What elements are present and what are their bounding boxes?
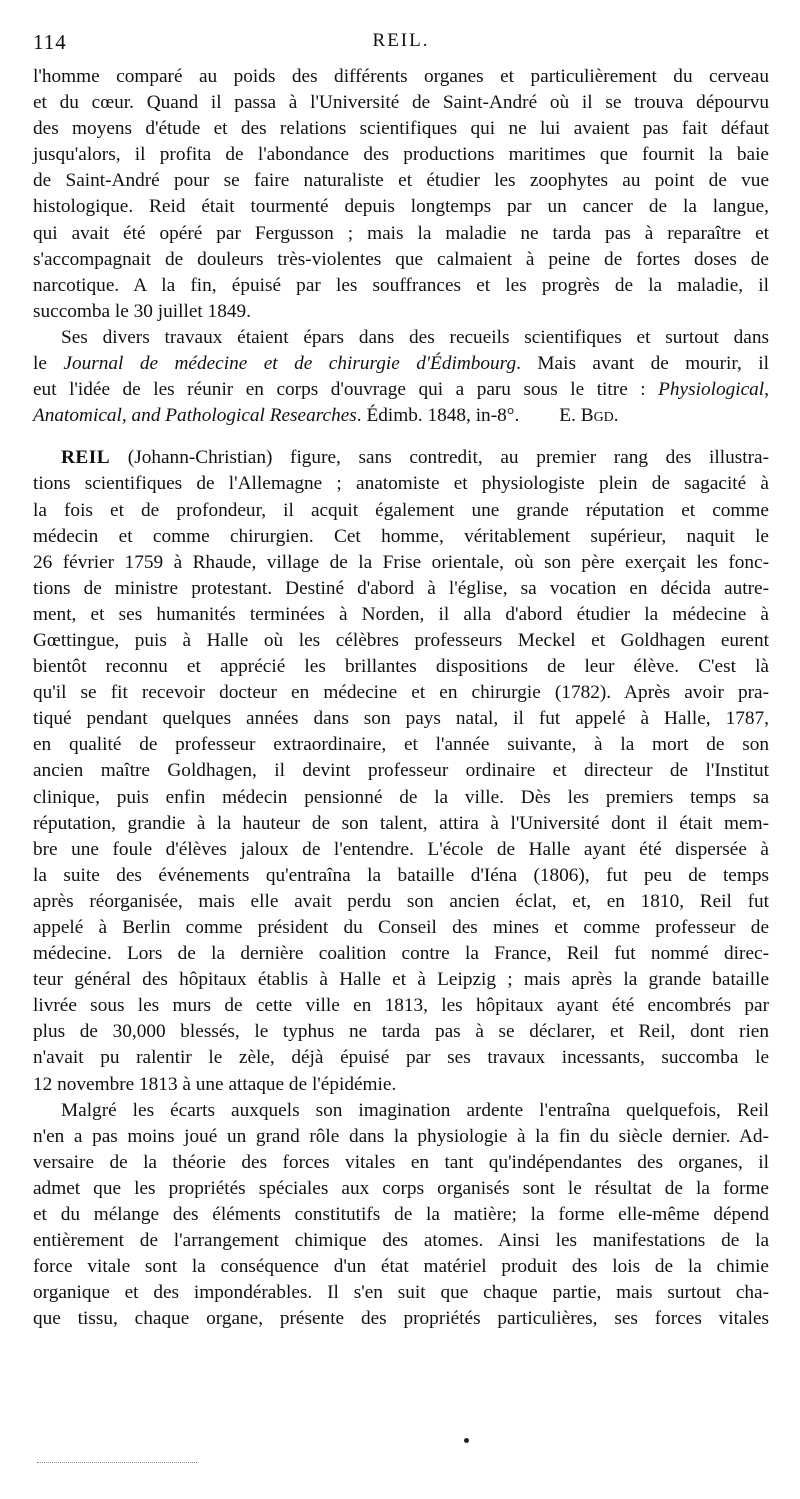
text-line: versaire de la théorie des forces vitales en tant qu'indépendantes des organes, il: [33, 1151, 769, 1173]
text-line: admet que les propriétés spéciales aux corps organisés sont le résultat de la forme: [33, 1177, 769, 1199]
text-line: eut l'idée de les réunir en corps d'ouvrage qui a paru sous le titre : Physiological,: [33, 379, 769, 401]
text-line: bre une foule d'élèves jaloux de l'entendre. L'école de Halle ayant été dispersée à: [33, 838, 769, 860]
text-line: qui avait été opéré par Fergusson ; mais la maladie ne tarda pas à reparaître et: [33, 222, 769, 244]
text-line: médecin et comme chirurgien. Cet homme, véritablement supérieur, naquit le: [33, 525, 769, 547]
article-separator: [33, 429, 769, 445]
ink-speck: [464, 1438, 469, 1443]
book-title-cont: Anatomical, and Pathological Researches: [33, 405, 357, 427]
text-line: REIL (Johann-Christian) figure, sans contredit, au premier rang des illustra-: [61, 447, 769, 469]
text-line: le Journal de médecine et de chirurgie d'Édimbourg. Mais avant de mourir, il: [33, 353, 769, 375]
page-number: 114: [33, 30, 67, 54]
text-line: ancien maître Goldhagen, il devint professeur ordinaire et directeur de l'Institut: [33, 760, 769, 782]
text-line: plus de 30,000 blessés, le typhus ne tarda pas à se déclarer, et Reil, dont rien: [33, 1021, 769, 1043]
text-line: médecine. Lors de la dernière coalition contre la France, Reil fut nommé direc-: [33, 943, 769, 965]
running-title: REIL.: [372, 30, 430, 51]
text-line: la fois et de profondeur, il acquit également une grande réputation et comme: [33, 499, 769, 521]
text-line: et du cœur. Quand il passa à l'Université de Saint-André où il se trouva dépourvu: [33, 92, 769, 114]
entry-headword: REIL: [61, 447, 111, 469]
text-line: s'accompagnait de douleurs très-violentes que calmaient à peine de fortes doses de: [33, 248, 769, 270]
article-reil-biography: [33, 445, 769, 1097]
text-line: teur général des hôpitaux établis à Halle et à Leipzig ; mais après la grande bataille: [33, 969, 769, 991]
text-line: que tissu, chaque organe, présente des propriétés particulières, ses forces vitales: [33, 1308, 769, 1330]
text-line: Anatomical, and Pathological Researches. Édimb. 1848, in-8°. E. Bgd.: [33, 405, 619, 427]
text-line: des moyens d'étude et des relations scientifiques qui ne lui avaient pas fait défaut: [33, 118, 769, 140]
text-line: 26 février 1759 à Rhaude, village de la Frise orientale, où son père exerçait les fonc-: [33, 551, 769, 573]
text-line: Gœttingue, puis à Halle où les célèbres professeurs Meckel et Goldhagen eurent: [33, 629, 769, 651]
text-line: 12 novembre 1813 à une attaque de l'épidémie.: [33, 1073, 397, 1095]
text-line: entièrement de l'arrangement chimique des atomes. Ainsi les manifestations de la: [33, 1230, 769, 1252]
text-line: n'en a pas moins joué un grand rôle dans la physiologie à la fin du siècle dernier. Ad-: [33, 1125, 769, 1147]
text-line: clinique, puis enfin médecin pensionné de la ville. Dès les premiers temps sa: [33, 786, 769, 808]
text-line: après réorganisée, mais elle avait perdu son ancien éclat, et, en 1810, Reil fut: [33, 890, 769, 912]
text-line: Ses divers travaux étaient épars dans des recueils scientifiques et surtout dans: [61, 326, 769, 348]
text-line: livrée sous les murs de cette ville en 1813, les hôpitaux ayant été encombrés par: [33, 995, 769, 1017]
text-line: l'homme comparé au poids des différents organes et particulièrement du cerveau: [33, 66, 769, 87]
author-signature: E. Bgd.: [559, 405, 619, 427]
text-line: succomba le 30 juillet 1849.: [33, 300, 251, 322]
text-line: qu'il se fit recevoir docteur en médecine et en chirurgie (1782). Après avoir pra-: [33, 682, 769, 704]
text-line: force vitale sont la conséquence d'un état matériel produit des lois de la chimie: [33, 1256, 769, 1278]
page-header: [33, 30, 769, 60]
text-line: jusqu'alors, il profita de l'abondance des productions maritimes que fournit la baie: [33, 144, 769, 166]
text-line: histologique. Reid était tourmenté depuis longtemps par un cancer de la langue,: [33, 196, 769, 218]
text-line: Malgré les écarts auxquels son imagination ardente l'entraîna quelquefois, Reil: [61, 1099, 769, 1121]
text-line: de Saint-André pour se faire naturaliste et étudier les zoophytes au point de vue: [33, 170, 769, 192]
journal-title: Journal de médecine et de chirurgie d'Édimbourg: [63, 353, 517, 375]
article-reid-works: [33, 325, 769, 429]
page-body: [33, 64, 769, 1333]
text-line: tions de ministre protestant. Destiné d'abord à l'église, sa vocation en décida autre-: [33, 577, 769, 599]
text-line: appelé à Berlin comme président du Conseil des mines et comme professeur de: [33, 917, 769, 938]
text-line: narcotique. A la fin, épuisé par les souffrances et les progrès de la maladie, il: [33, 274, 769, 296]
text-line: en qualité de professeur extraordinaire, et l'année suivante, à la mort de son: [33, 734, 769, 756]
book-title: Physiological,: [658, 379, 769, 401]
text-line: organique et des impondérables. Il s'en suit que chaque partie, mais surtout cha-: [33, 1282, 769, 1304]
text-line: réputation, grandie à la hauteur de son talent, attira à l'Université dont il était mem-: [33, 812, 769, 834]
footer-rule: [37, 1462, 197, 1464]
text-line: n'avait pu ralentir le zèle, déjà épuisé par ses travaux incessants, succomba le: [33, 1047, 769, 1069]
text-line: la suite des événements qu'entraîna la bataille d'Iéna (1806), fut peu de temps: [33, 864, 769, 886]
text-line: tions scientifiques de l'Allemagne ; anatomiste et physiologiste plein de sagacité à: [33, 473, 769, 495]
article-reil-theory: [33, 1098, 769, 1333]
text-line: tiqué pendant quelques années dans son pays natal, il fut appelé à Halle, 1787,: [33, 708, 769, 730]
article-reid-conclusion: [33, 64, 769, 325]
text-line: ment, et ses humanités terminées à Norden, il alla d'abord étudier la médecine à: [33, 603, 769, 625]
text-line: bientôt reconnu et apprécié les brillantes dispositions de leur élève. C'est là: [33, 656, 769, 678]
text-line: et du mélange des éléments constitutifs de la matière; la forme elle-même dépend: [33, 1204, 769, 1226]
